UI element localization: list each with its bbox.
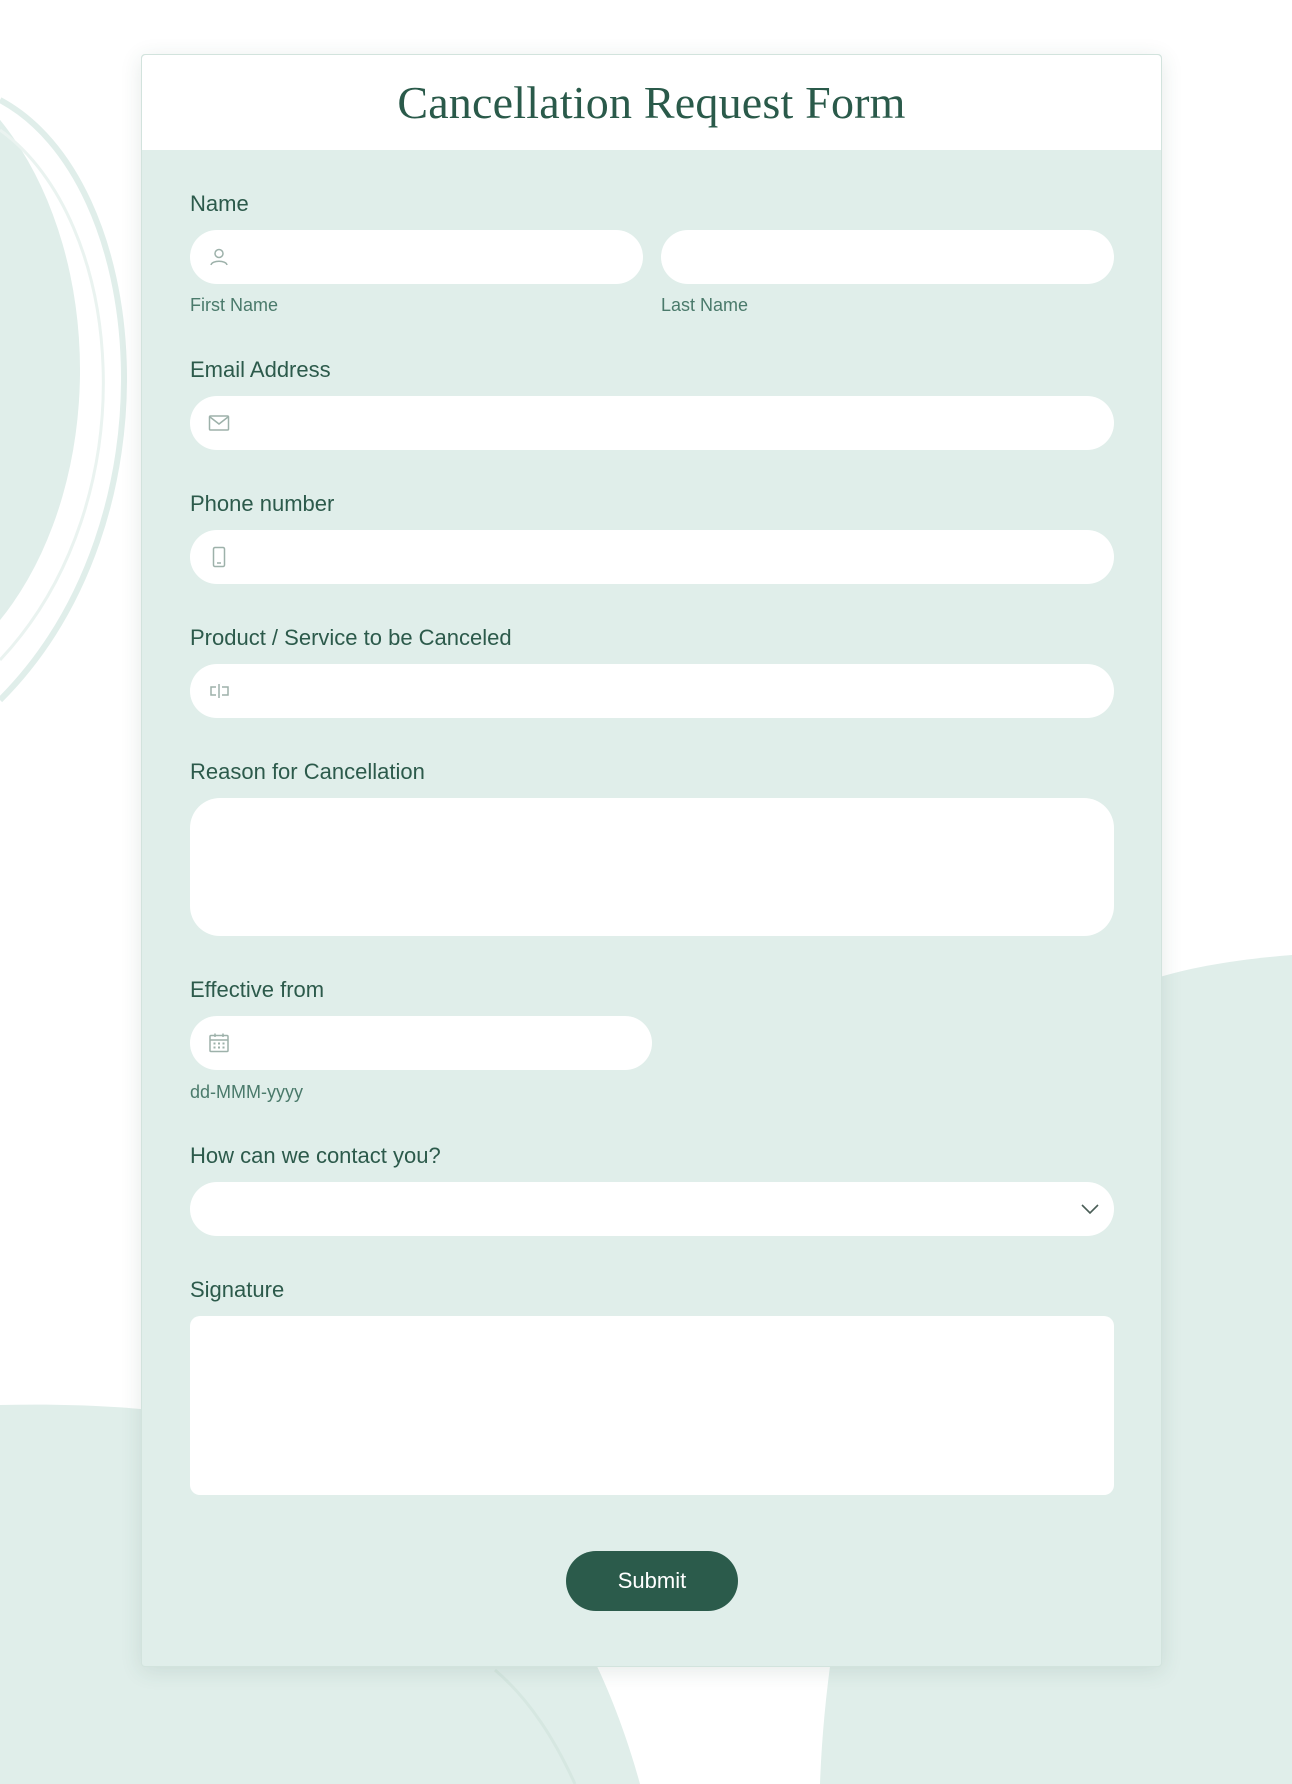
name-label: Name: [190, 191, 249, 216]
phone-field: [190, 530, 1114, 584]
contact-method-label: How can we contact you?: [190, 1143, 441, 1168]
signature-label: Signature: [190, 1277, 285, 1302]
form-header: [142, 55, 1161, 150]
effective-from-field: [190, 1016, 652, 1070]
first-name-caption: First Name: [190, 295, 279, 315]
submit-button[interactable]: Submit: [566, 1551, 738, 1611]
reason-textarea[interactable]: [190, 798, 1114, 936]
effective-from-label: Effective from: [190, 977, 325, 1002]
first-name-input[interactable]: [190, 230, 643, 284]
reason-label: Reason for Cancellation: [190, 759, 425, 784]
last-name-field: [661, 230, 1114, 284]
product-input[interactable]: [190, 664, 1114, 718]
reason-field: [190, 798, 1114, 936]
last-name-input[interactable]: [661, 230, 1114, 284]
product-label: Product / Service to be Canceled: [190, 625, 512, 650]
first-name-field: [190, 230, 643, 284]
effective-from-input[interactable]: [190, 1016, 652, 1070]
contact-method-select[interactable]: [190, 1182, 1114, 1236]
email-field: [190, 396, 1114, 450]
contact-method-field: [190, 1182, 1114, 1236]
phone-label: Phone number: [190, 491, 335, 516]
phone-input[interactable]: [190, 530, 1114, 584]
date-format-hint: dd-MMM-yyyy: [190, 1082, 303, 1102]
last-name-caption: Last Name: [661, 295, 749, 315]
form-title: Cancellation Request Form: [397, 77, 906, 128]
email-input[interactable]: [190, 396, 1114, 450]
cancellation-form-card: [141, 54, 1162, 1667]
signature-pad[interactable]: [190, 1316, 1114, 1495]
email-label: Email Address: [190, 357, 331, 382]
product-field: [190, 664, 1114, 718]
